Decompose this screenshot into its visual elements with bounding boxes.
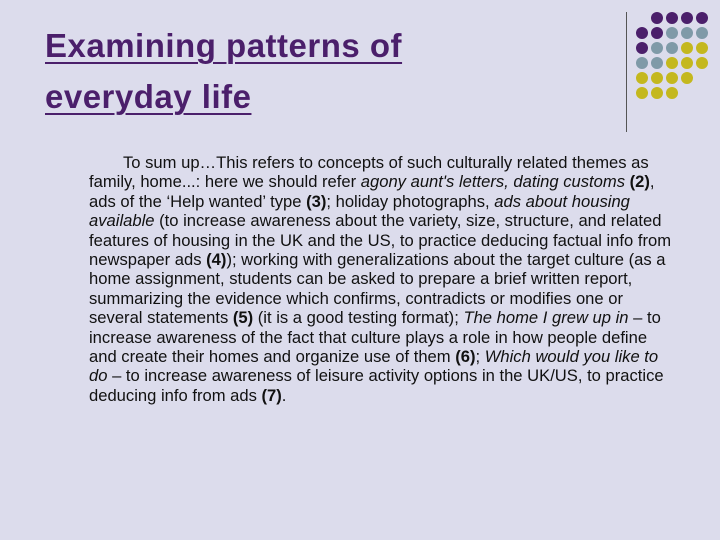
italic-agony-aunts-letters: agony aunt's letters [360, 172, 505, 192]
yellow-dot [651, 72, 663, 84]
yellow-dot [636, 87, 648, 99]
italic-which-would-you-like: Which would you like to do [89, 347, 659, 386]
title-link[interactable] [45, 27, 402, 115]
ref-2: (2) [629, 172, 650, 192]
ref-7: (7) [261, 385, 282, 405]
purple-dot [651, 27, 663, 39]
divider-line [626, 12, 627, 132]
yellow-dot [666, 87, 678, 99]
italic-home-i-grew-up-in: The home I grew up in [463, 308, 629, 328]
text-run: To sum up…This refers to concepts of such culturally related themes as family, home...: here we should refer [89, 153, 649, 192]
text-run: , ads of the ‘Help wanted’ type [89, 172, 655, 211]
title-line-1: Examining patterns of [45, 27, 403, 64]
slide-title [45, 20, 605, 122]
text-run: (it is a good testing format); [253, 308, 464, 328]
text-run: , [504, 172, 514, 192]
gray-dot [666, 42, 678, 54]
ref-5: (5) [232, 308, 254, 328]
ref-4: (4) [206, 250, 227, 270]
gray-dot [681, 27, 693, 39]
purple-dot [636, 42, 648, 54]
text-run: . [281, 385, 287, 405]
yellow-dot [681, 72, 693, 84]
title-line-2: everyday life [45, 78, 252, 115]
text-run: (to increase awareness about the variety, size, structure, and related features of housing in the UK and the US, to practice deducing factual info from newspaper ads [89, 211, 672, 270]
purple-dot [696, 12, 708, 24]
body-text [89, 153, 679, 405]
decorative-dot-grid [636, 12, 720, 108]
yellow-dot [651, 87, 663, 99]
italic-ads-about-housing: ads about housing available [89, 191, 630, 231]
yellow-dot [681, 42, 693, 54]
ref-3: (3) [306, 191, 327, 211]
text-run: ; holiday photographs, [326, 191, 495, 211]
yellow-dot [636, 72, 648, 84]
yellow-dot [681, 57, 693, 69]
gray-dot [636, 57, 648, 69]
gray-dot [651, 57, 663, 69]
text-run: ); working with generalizations about the target culture (as a home assignment, students can be asked to prepare a brief written report, summarizing the evidence which confirms, contradicts or modifies one or several statements [89, 250, 666, 328]
italic-dating-customs: dating customs [513, 172, 625, 192]
gray-dot [666, 27, 678, 39]
text-run: – to increase awareness of the fact that culture plays a role in how people define and create their homes and organize use of them [89, 308, 661, 367]
yellow-dot [696, 42, 708, 54]
purple-dot [681, 12, 693, 24]
purple-dot [636, 27, 648, 39]
yellow-dot [666, 57, 678, 69]
text-run: – to increase awareness of leisure activity options in the UK/US, to practice deducing info from ads [89, 366, 664, 405]
yellow-dot [696, 57, 708, 69]
gray-dot [651, 42, 663, 54]
purple-dot [666, 12, 678, 24]
text-run: ; [475, 347, 485, 367]
gray-dot [696, 27, 708, 39]
yellow-dot [666, 72, 678, 84]
ref-6: (6) [455, 347, 476, 367]
purple-dot [651, 12, 663, 24]
